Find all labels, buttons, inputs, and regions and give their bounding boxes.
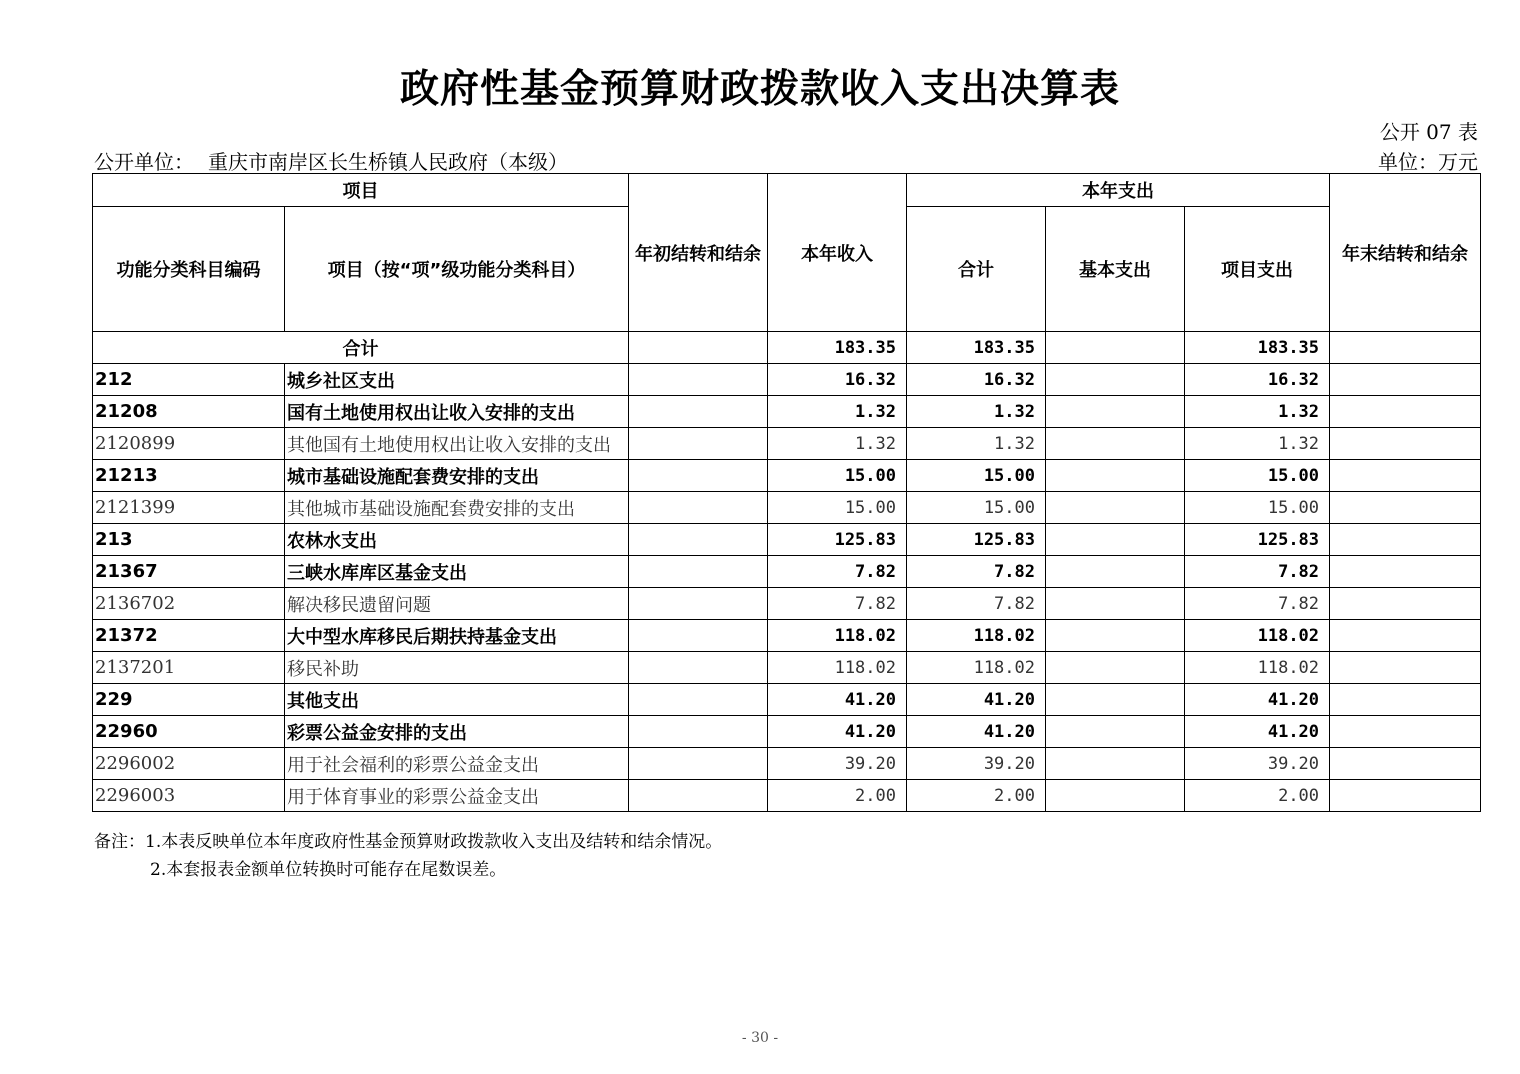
row-basic: [1046, 460, 1185, 492]
row-begin-balance: [629, 428, 768, 460]
row-expense-total: 16.32: [907, 364, 1046, 396]
header-income: 本年收入: [768, 174, 907, 332]
table-row: [93, 748, 1481, 780]
header-begin-balance: 年初结转和结余: [629, 174, 768, 332]
form-number: 公开 07 表: [1379, 120, 1478, 144]
row-code: 212: [93, 364, 285, 396]
table-row: [93, 556, 1481, 588]
total-basic: [1046, 332, 1185, 364]
total-begin-balance: [629, 332, 768, 364]
row-name: 城市基础设施配套费安排的支出: [285, 460, 629, 492]
row-expense-total: 2.00: [907, 780, 1046, 812]
row-name: 用于体育事业的彩票公益金支出: [285, 780, 629, 812]
row-code: 21367: [93, 556, 285, 588]
row-begin-balance: [629, 364, 768, 396]
row-name: 三峡水库库区基金支出: [285, 556, 629, 588]
row-name: 农林水支出: [285, 524, 629, 556]
total-expense: 183.35: [907, 332, 1046, 364]
row-code: 2296002: [93, 748, 285, 780]
data-rows: [93, 364, 1481, 812]
row-project-expense: 7.82: [1185, 588, 1330, 620]
row-income: 39.20: [768, 748, 907, 780]
row-end-balance: [1330, 652, 1481, 684]
row-expense-total: 118.02: [907, 620, 1046, 652]
row-name: 国有土地使用权出让收入安排的支出: [285, 396, 629, 428]
row-end-balance: [1330, 364, 1481, 396]
currency-unit: 单位：万元: [1378, 150, 1478, 174]
budget-table: [92, 173, 1481, 812]
row-project-expense: 15.00: [1185, 492, 1330, 524]
row-income: 1.32: [768, 396, 907, 428]
note-2: 2.本套报表金额单位转换时可能存在尾数误差。: [150, 860, 507, 880]
row-begin-balance: [629, 716, 768, 748]
row-name: 大中型水库移民后期扶持基金支出: [285, 620, 629, 652]
row-project-expense: 15.00: [1185, 460, 1330, 492]
row-name: 用于社会福利的彩票公益金支出: [285, 748, 629, 780]
row-expense-total: 39.20: [907, 748, 1046, 780]
row-end-balance: [1330, 556, 1481, 588]
row-income: 125.83: [768, 524, 907, 556]
row-expense-total: 15.00: [907, 492, 1046, 524]
row-end-balance: [1330, 588, 1481, 620]
row-project-expense: 118.02: [1185, 620, 1330, 652]
header-project-expense: 项目支出: [1185, 207, 1330, 332]
row-end-balance: [1330, 780, 1481, 812]
row-expense-total: 15.00: [907, 460, 1046, 492]
row-income: 41.20: [768, 684, 907, 716]
row-basic: [1046, 364, 1185, 396]
row-end-balance: [1330, 492, 1481, 524]
row-begin-balance: [629, 396, 768, 428]
row-name: 移民补助: [285, 652, 629, 684]
row-name: 解决移民遗留问题: [285, 588, 629, 620]
row-basic: [1046, 716, 1185, 748]
row-expense-total: 7.82: [907, 588, 1046, 620]
row-begin-balance: [629, 556, 768, 588]
note-1: 备注：1.本表反映单位本年度政府性基金预算财政拨款收入支出及结转和结余情况。: [94, 832, 723, 852]
row-project-expense: 16.32: [1185, 364, 1330, 396]
row-name: 彩票公益金安排的支出: [285, 716, 629, 748]
row-code: 2120899: [93, 428, 285, 460]
header-project: 项目: [93, 174, 629, 207]
row-basic: [1046, 620, 1185, 652]
row-expense-total: 41.20: [907, 716, 1046, 748]
row-income: 7.82: [768, 556, 907, 588]
row-basic: [1046, 556, 1185, 588]
page-number: - 30 -: [741, 1030, 779, 1046]
row-income: 15.00: [768, 492, 907, 524]
row-income: 1.32: [768, 428, 907, 460]
row-basic: [1046, 428, 1185, 460]
row-code: 213: [93, 524, 285, 556]
table-row: [93, 780, 1481, 812]
row-expense-total: 1.32: [907, 396, 1046, 428]
table-row: [93, 524, 1481, 556]
row-begin-balance: [629, 620, 768, 652]
row-begin-balance: [629, 748, 768, 780]
row-expense-total: 7.82: [907, 556, 1046, 588]
row-code: 21213: [93, 460, 285, 492]
row-begin-balance: [629, 684, 768, 716]
table-row: [93, 652, 1481, 684]
row-basic: [1046, 396, 1185, 428]
row-expense-total: 1.32: [907, 428, 1046, 460]
row-name: 其他支出: [285, 684, 629, 716]
row-begin-balance: [629, 588, 768, 620]
row-begin-balance: [629, 492, 768, 524]
page-title: 政府性基金预算财政拨款收入支出决算表: [399, 67, 1120, 112]
header-basic: 基本支出: [1046, 207, 1185, 332]
row-code: 21208: [93, 396, 285, 428]
row-expense-total: 41.20: [907, 684, 1046, 716]
table-row: [93, 588, 1481, 620]
table-row: [93, 684, 1481, 716]
row-basic: [1046, 780, 1185, 812]
row-project-expense: 1.32: [1185, 428, 1330, 460]
row-end-balance: [1330, 620, 1481, 652]
row-code: 2136702: [93, 588, 285, 620]
row-basic: [1046, 748, 1185, 780]
row-code: 21372: [93, 620, 285, 652]
row-expense-total: 118.02: [907, 652, 1046, 684]
table-row: [93, 364, 1481, 396]
total-project: 183.35: [1185, 332, 1330, 364]
row-begin-balance: [629, 460, 768, 492]
row-end-balance: [1330, 396, 1481, 428]
header-end-balance: 年末结转和结余: [1330, 174, 1481, 332]
row-project-expense: 118.02: [1185, 652, 1330, 684]
row-project-expense: 41.20: [1185, 684, 1330, 716]
row-begin-balance: [629, 652, 768, 684]
header-code: 功能分类科目编码: [93, 207, 285, 332]
table-row: [93, 492, 1481, 524]
unit-label: 公开单位：: [94, 150, 194, 174]
row-project-expense: 125.83: [1185, 524, 1330, 556]
row-income: 2.00: [768, 780, 907, 812]
row-code: 2121399: [93, 492, 285, 524]
table-row: [93, 620, 1481, 652]
row-end-balance: [1330, 748, 1481, 780]
row-begin-balance: [629, 524, 768, 556]
total-income: 183.35: [768, 332, 907, 364]
reporting-unit: [94, 146, 568, 175]
row-basic: [1046, 652, 1185, 684]
row-project-expense: 7.82: [1185, 556, 1330, 588]
total-label: 合计: [93, 332, 629, 364]
row-basic: [1046, 684, 1185, 716]
table-row: [93, 460, 1481, 492]
row-income: 41.20: [768, 716, 907, 748]
header-total: 合计: [907, 207, 1046, 332]
row-project-expense: 41.20: [1185, 716, 1330, 748]
row-income: 118.02: [768, 652, 907, 684]
row-name: 其他城市基础设施配套费安排的支出: [285, 492, 629, 524]
row-income: 15.00: [768, 460, 907, 492]
total-row: [93, 332, 1481, 364]
header-name: 项目（按“项”级功能分类科目）: [285, 207, 629, 332]
row-income: 118.02: [768, 620, 907, 652]
row-code: 22960: [93, 716, 285, 748]
row-basic: [1046, 588, 1185, 620]
table-row: [93, 396, 1481, 428]
row-name: 城乡社区支出: [285, 364, 629, 396]
header-expense: 本年支出: [907, 174, 1330, 207]
table-row: [93, 428, 1481, 460]
table-row: [93, 716, 1481, 748]
row-end-balance: [1330, 524, 1481, 556]
unit-name: 重庆市南岸区长生桥镇人民政府（本级）: [208, 150, 568, 174]
notes: [94, 828, 722, 884]
row-project-expense: 39.20: [1185, 748, 1330, 780]
total-end-balance: [1330, 332, 1481, 364]
row-begin-balance: [629, 780, 768, 812]
row-code: 2137201: [93, 652, 285, 684]
row-end-balance: [1330, 684, 1481, 716]
row-end-balance: [1330, 428, 1481, 460]
row-project-expense: 1.32: [1185, 396, 1330, 428]
row-project-expense: 2.00: [1185, 780, 1330, 812]
row-end-balance: [1330, 460, 1481, 492]
row-end-balance: [1330, 716, 1481, 748]
row-code: 229: [93, 684, 285, 716]
row-basic: [1046, 492, 1185, 524]
row-basic: [1046, 524, 1185, 556]
row-code: 2296003: [93, 780, 285, 812]
row-income: 7.82: [768, 588, 907, 620]
row-income: 16.32: [768, 364, 907, 396]
row-name: 其他国有土地使用权出让收入安排的支出: [285, 428, 629, 460]
row-expense-total: 125.83: [907, 524, 1046, 556]
